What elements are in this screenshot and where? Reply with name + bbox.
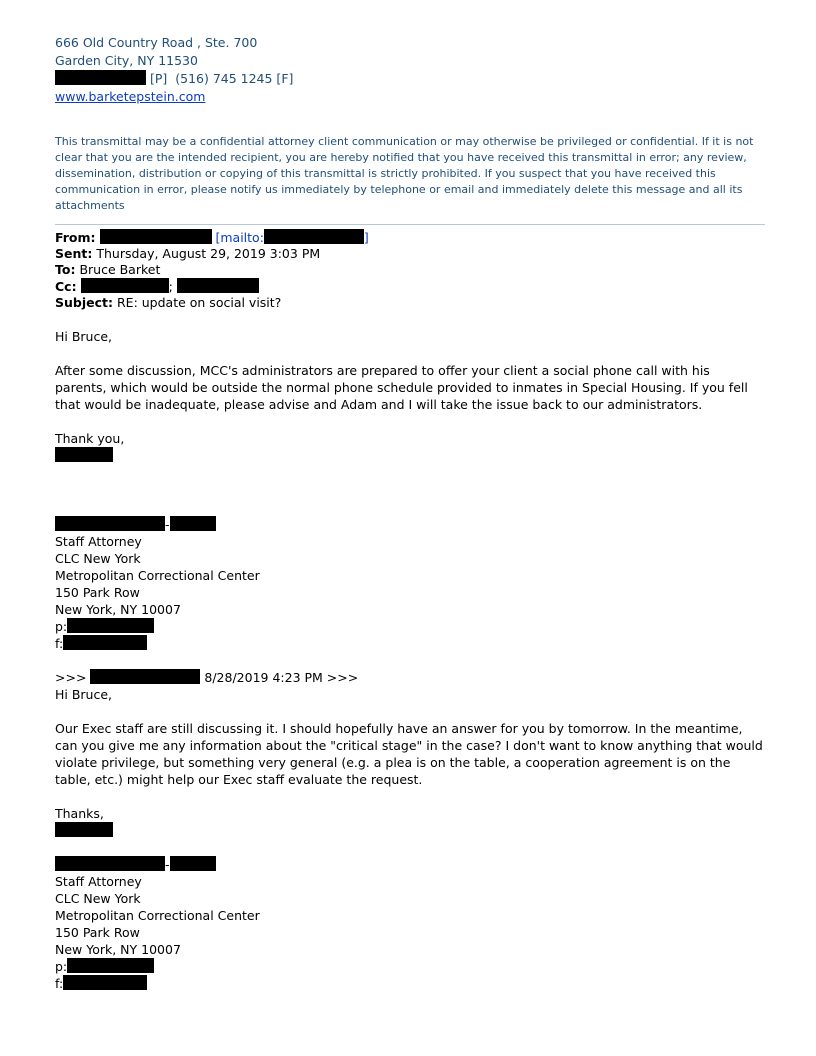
sig-facility: Metropolitan Correctional Center — [55, 908, 260, 923]
redaction — [67, 958, 154, 973]
sig-city: New York, NY 10007 — [55, 942, 181, 957]
sig-org: CLC New York — [55, 551, 141, 566]
redaction — [170, 516, 216, 531]
phone-fax-line — [55, 70, 765, 88]
divider — [55, 224, 765, 225]
sig-city: New York, NY 10007 — [55, 602, 181, 617]
redaction — [63, 975, 147, 990]
quote-prefix: >>> — [55, 670, 87, 685]
cc-line — [55, 278, 765, 295]
to-value: Bruce Barket — [79, 262, 161, 277]
paragraph: Our Exec staff are still discussing it. I should hopefully have an answer for you by tomorrow. In the meantime, can you give me any information about the "critical stage" in the case? I don't want to know anything that would violate privilege, but something very general (e.g. a plea is on the table, a cooperation agreement is on the table, etc.) might help our Exec staff evaluate the request. — [55, 721, 763, 787]
quote-date: 8/28/2019 4:23 PM >>> — [204, 670, 359, 685]
redaction — [177, 278, 259, 293]
redaction — [55, 70, 146, 85]
sent-line — [55, 246, 765, 262]
redaction — [55, 856, 165, 871]
redaction — [63, 635, 147, 650]
redaction — [100, 229, 212, 244]
address-line-1: 666 Old Country Road , Ste. 700 — [55, 35, 258, 50]
quoted-message — [55, 669, 765, 992]
redaction — [67, 618, 154, 633]
confidentiality-disclaimer: This transmittal may be a confidential attorney client communication or may otherwise be privileged or confidential. If it is not clear that you are the intended recipient, you are hereby notified that you have received this transmittal in error; any review, dissemination, distribution or copying of this transmittal is strictly prohibited. If you suspect that you have received this communication in error, please notify us immediately by telephone or email and immediately delete this message and all its attachments — [55, 135, 754, 212]
redaction — [55, 822, 113, 837]
cc-label: Cc: — [55, 279, 77, 294]
fax-label: f: — [55, 636, 64, 651]
mailto-close: ] — [363, 230, 369, 245]
sig-title: Staff Attorney — [55, 534, 142, 549]
redaction — [264, 229, 364, 244]
website-link[interactable]: www.barketepstein.com — [55, 89, 206, 104]
greeting: Hi Bruce, — [55, 687, 113, 702]
phone-label: p: — [55, 619, 68, 634]
redaction — [170, 856, 216, 871]
sig-org: CLC New York — [55, 891, 141, 906]
sig-facility: Metropolitan Correctional Center — [55, 568, 260, 583]
subject-line — [55, 295, 765, 311]
address-line-2: Garden City, NY 11530 — [55, 53, 198, 68]
fax-label: f: — [55, 976, 64, 991]
to-line — [55, 262, 765, 278]
sent-value: Thursday, August 29, 2019 3:03 PM — [96, 246, 321, 261]
sent-label: Sent: — [55, 246, 93, 261]
greeting: Hi Bruce, — [55, 329, 113, 344]
fax-number: (516) 745 1245 [F] — [175, 71, 294, 86]
from-line — [55, 229, 765, 246]
email-document — [55, 34, 765, 992]
mailto-open[interactable]: [mailto: — [215, 230, 264, 245]
cc-separator: ; — [168, 279, 173, 294]
subject-label: Subject: — [55, 295, 113, 310]
closing: Thanks, — [55, 806, 104, 821]
sig-title: Staff Attorney — [55, 874, 142, 889]
letterhead — [55, 34, 765, 106]
redaction — [55, 447, 113, 462]
sig-street: 150 Park Row — [55, 925, 140, 940]
message-body — [55, 328, 765, 992]
name-dash: - — [165, 517, 170, 532]
from-label: From: — [55, 230, 96, 245]
name-dash: - — [165, 857, 170, 872]
subject-value: RE: update on social visit? — [116, 295, 282, 310]
to-label: To: — [55, 262, 76, 277]
sig-street: 150 Park Row — [55, 585, 140, 600]
phone-tag: [P] — [149, 71, 168, 86]
phone-label: p: — [55, 959, 68, 974]
redaction — [90, 669, 200, 684]
redaction — [81, 278, 169, 293]
paragraph: After some discussion, MCC's administrators are prepared to offer your client a social phone call with his parents, which would be outside the normal phone schedule provided to inmates in Special Housing. If you fell that would be inadequate, please advise and Adam and I will take the issue back to our administrators. — [55, 363, 748, 412]
signature-block — [55, 516, 765, 652]
signature-block — [55, 856, 765, 992]
closing: Thank you, — [55, 431, 125, 446]
redaction — [55, 516, 165, 531]
email-header — [55, 229, 765, 311]
